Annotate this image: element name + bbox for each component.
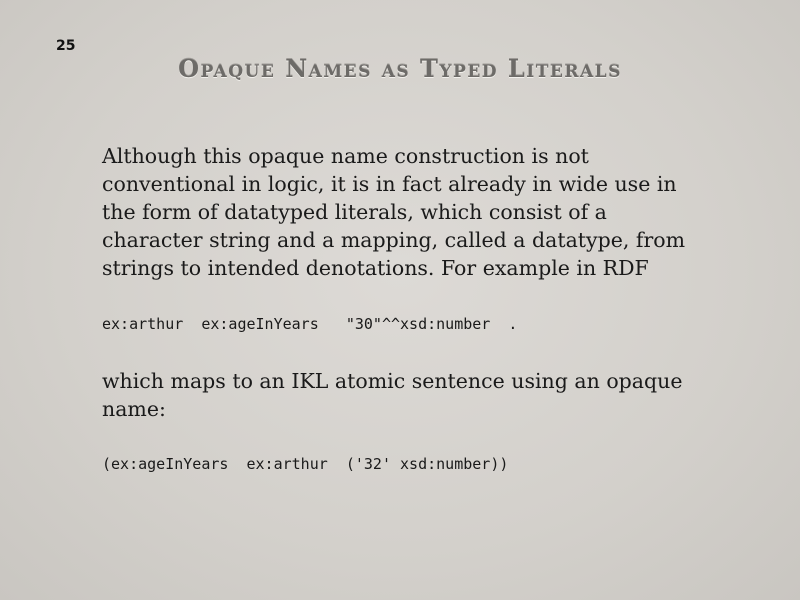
paragraph-ikl: which maps to an IKL atomic sentence using an opaque name: <box>102 369 683 421</box>
slide-title: Opaque Names as Typed Literals <box>178 54 622 83</box>
ikl-code-example: (ex:ageInYears ex:arthur ('32' xsd:number)) <box>102 455 509 473</box>
slide-number: 25 <box>56 38 76 54</box>
paragraph-intro: Although this opaque name construction is not conventional in logic, it is in fact already in wide use in the form of datatyped literals, which consist of a character string and a mapping, called a datatype, from strings to intended denotations. For example in RDF <box>102 144 686 280</box>
rdf-code-example: ex:arthur ex:ageInYears "30"^^xsd:number . <box>102 315 518 333</box>
